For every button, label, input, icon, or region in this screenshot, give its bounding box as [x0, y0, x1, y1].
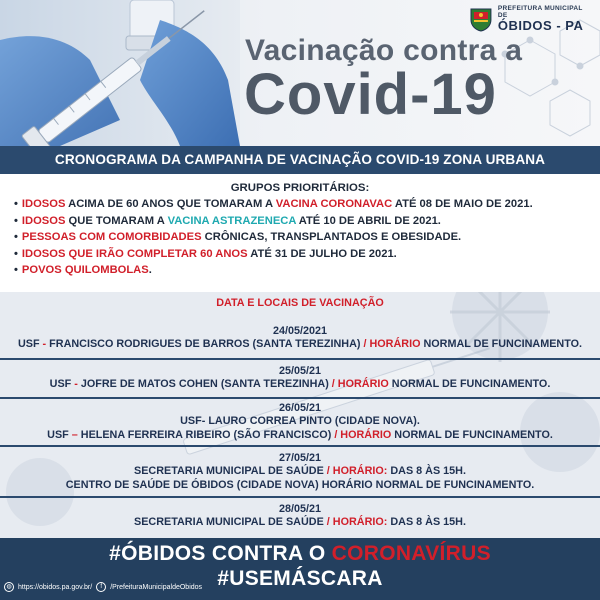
schedule-location-text: DAS 8 ÀS 15H. — [387, 516, 466, 529]
schedule-date: 27/05/21 — [278, 452, 322, 464]
priority-group-text: POVOS QUILOMBOLAS — [21, 264, 149, 276]
schedule-divider — [0, 496, 600, 498]
city-crest-icon — [468, 6, 494, 32]
footer-hashtag-2: #USEMÁSCARA — [217, 567, 383, 590]
priority-group-item — [14, 229, 600, 246]
schedule-block — [0, 452, 600, 492]
schedule-location-line — [0, 338, 600, 351]
schedule-location-text: HELENA FERREIRA RIBEIRO (SÃO FRANCISCO) — [80, 428, 335, 441]
footer-hashtag-1-b: CORONAVÍRUS — [331, 542, 491, 565]
priority-group-item — [14, 246, 600, 263]
schedule-block — [0, 325, 600, 352]
schedule-location-text: - — [71, 378, 81, 391]
website-link[interactable]: https://obidos.pa.gov.br/ — [18, 583, 93, 591]
priority-group-item — [14, 196, 600, 213]
schedule-location-text: USF- LAURO CORREA PINTO (CIDADE NOVA). — [180, 415, 420, 428]
schedule-location-text: - — [39, 338, 50, 351]
schedule-banner: CRONOGRAMA DA CAMPANHA DE VACINAÇÃO COVID-19 ZONA URBANA — [0, 146, 600, 174]
schedule-date: 26/05/21 — [278, 402, 322, 414]
hero-header — [0, 0, 600, 146]
schedule-location-text: / HORÁRIO — [363, 338, 421, 351]
priority-group-text: VACINA ASTRAZENECA — [167, 214, 297, 227]
social-link[interactable]: /PrefeituraMunicipaldeObidos — [110, 583, 203, 591]
footer-hashtag-1-a: #ÓBIDOS CONTRA O — [109, 542, 332, 565]
schedule-date: 28/05/21 — [278, 503, 322, 515]
schedule-block — [0, 365, 600, 392]
schedule-date: 25/05/21 — [278, 365, 322, 377]
priority-groups-title: GRUPOS PRIORITÁRIOS: — [230, 182, 370, 194]
schedule-location-text: USF — [17, 338, 40, 351]
schedule-location-text: / HORÁRIO: — [326, 465, 388, 478]
priority-group-item — [14, 213, 600, 230]
facebook-icon: f — [96, 582, 106, 592]
footer-links — [4, 582, 202, 592]
schedule-location-line — [0, 516, 600, 529]
prefeitura-logo — [468, 6, 594, 32]
schedule-location-text: – — [68, 428, 81, 441]
priority-groups-section — [0, 174, 600, 292]
logo-caption: PREFEITURA MUNICIPAL DE — [497, 5, 583, 19]
vaccine-syringe-illustration — [0, 0, 240, 146]
schedule-location-text: CENTRO DE SAÚDE DE ÓBIDOS (CIDADE NOVA) HORÁRIO NORMAL DE FUNCINAMENTO. — [65, 478, 535, 491]
schedule-location-text: NORMAL DE FUNCINAMENTO. — [391, 428, 553, 441]
priority-group-text: . — [148, 264, 152, 276]
priority-group-text: PESSOAS COM COMORBIDADES — [21, 231, 202, 243]
priority-group-text: CRÔNICAS, TRANSPLANTADOS E OBESIDADE. — [201, 231, 462, 243]
schedule-location-line — [0, 378, 600, 391]
schedule-location-text: / HORÁRIO — [331, 378, 389, 391]
schedule-title: DATA E LOCAIS DE VACINAÇÃO — [216, 297, 384, 309]
priority-group-text: IDOSOS — [21, 198, 66, 210]
schedule-location-text: JOFRE DE MATOS COHEN (SANTA TEREZINHA) — [80, 378, 332, 391]
schedule-divider — [0, 358, 600, 360]
schedule-divider — [0, 397, 600, 399]
schedule-location-text: / HORÁRIO — [334, 428, 392, 441]
priority-group-text: ATÉ 10 DE ABRIL DE 2021. — [296, 214, 441, 227]
schedule-location-text: NORMAL DE FUNCINAMENTO. — [420, 338, 583, 351]
schedule-location-text: SECRETARIA MUNICIPAL DE SAÚDE — [134, 465, 327, 478]
priority-group-text: VACINA CORONAVAC — [275, 198, 393, 210]
schedule-divider — [0, 445, 600, 447]
hero-subtitle: Covid-19 — [244, 62, 497, 127]
schedule-location-line — [0, 429, 600, 442]
footer — [0, 538, 600, 600]
schedule-block — [0, 503, 600, 530]
schedule-location-text: FRANCISCO RODRIGUES DE BARROS (SANTA TEREZINHA) — [49, 338, 364, 351]
logo-city-name: ÓBIDOS - PA — [497, 18, 584, 33]
globe-icon: ◍ — [4, 582, 14, 592]
schedule-location-text: / HORÁRIO: — [326, 516, 388, 529]
schedule-location-text: USF — [49, 378, 72, 391]
schedule-location-text: USF — [47, 428, 69, 441]
schedule-location-line — [0, 415, 600, 428]
priority-group-text: QUE TOMARAM A — [65, 214, 168, 227]
priority-group-text: ATÉ 31 DE JULHO DE 2021. — [247, 247, 397, 260]
schedule-block — [0, 402, 600, 442]
priority-group-text: ACIMA DE 60 ANOS QUE TOMARAM A — [65, 198, 276, 210]
schedule-location-line — [0, 465, 600, 478]
schedule-location-text: DAS 8 ÀS 15H. — [387, 465, 466, 478]
priority-group-text: IDOSOS QUE IRÃO COMPLETAR 60 ANOS — [21, 247, 248, 260]
schedule-date: 24/05/2021 — [272, 325, 328, 337]
schedule-location-line — [0, 479, 600, 492]
vaccination-schedule-section — [0, 292, 600, 538]
hero-title: Vacinação contra a — [245, 34, 523, 67]
priority-group-text: ATÉ 08 DE MAIO DE 2021. — [392, 198, 533, 210]
priority-groups-list — [14, 196, 600, 279]
footer-hashtag-1 — [0, 542, 600, 566]
priority-group-item — [14, 262, 600, 279]
priority-group-text: IDOSOS — [21, 214, 66, 227]
schedule-location-text: SECRETARIA MUNICIPAL DE SAÚDE — [134, 516, 327, 529]
schedule-location-text: NORMAL DE FUNCINAMENTO. — [388, 378, 551, 391]
